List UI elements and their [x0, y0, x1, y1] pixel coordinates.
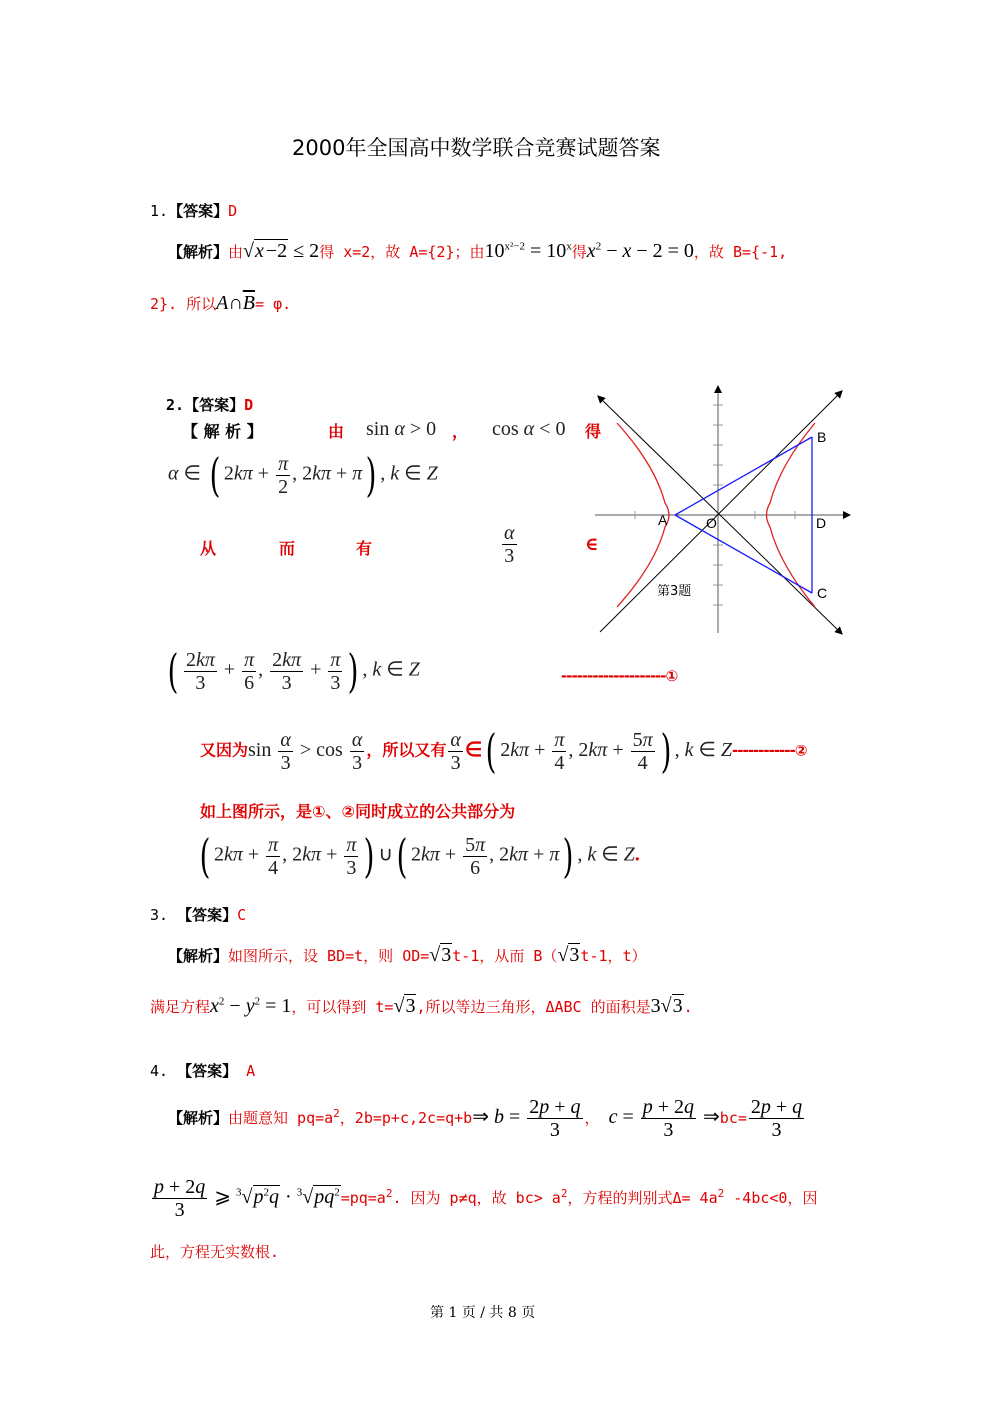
q4-analysis-line3: 此，方程无实数根.	[150, 1243, 280, 1261]
q1-answer-line	[150, 200, 237, 221]
q1-text-4: ，故 B={-1,	[693, 243, 788, 261]
label-A: A	[658, 512, 668, 528]
q4-number: 4.	[150, 1062, 169, 1080]
q4-text-5: =pq=a	[340, 1189, 386, 1208]
q1-analysis-line1	[168, 240, 787, 263]
q2-number: 2.	[166, 396, 185, 414]
side-AC	[675, 515, 812, 593]
q2-elem: ∈	[585, 534, 599, 555]
label-D: D	[816, 515, 827, 531]
label-C: C	[817, 585, 828, 601]
figure-hyperbola	[595, 385, 855, 635]
side-AB	[675, 437, 812, 515]
q4-text-1: 由题意知 pq=a	[228, 1109, 334, 1128]
q2-line3-b: ，所以又有	[366, 740, 447, 760]
q3-answer-line	[150, 904, 246, 925]
q2-formula-alpha3: $\frac{\alpha}{3}$	[504, 522, 515, 567]
q4-analysis-line2: $\frac{p + 2q}{3}$ ⩾ $^3√p^2q \cdot ^3√pq^2=pq=a^2$. 因为 p≠q，故 $bc> a^2$，方程的判别式$\Delta= 4a^2$ -4bc<0，因	[150, 1176, 817, 1221]
q4-formula-c: c = $\frac{p + 2q}{3}$ ⇒	[608, 1096, 720, 1141]
q2-analysis-label: 【 解 析 】	[182, 422, 263, 441]
q2-de: 得	[585, 422, 602, 441]
q3-sqrt3-a: √3	[429, 944, 452, 966]
q2-answer-label: 【答案】	[184, 396, 245, 414]
q3-analysis-label: 【解析】	[168, 947, 229, 965]
q3-text-6: ,所以等边三角形，ΔABC 的面积是	[416, 998, 651, 1016]
q1-text-3: 得	[571, 243, 587, 261]
q2-formula-range2: $\frac{\alpha}{3}$ ∈( 2kπ + $\frac{\pi}{4}$ , 2kπ + $\frac{5\pi}{4}$ ) , k ∈ Z	[450, 724, 733, 778]
q3-area: 3√3	[650, 995, 683, 1017]
q4-text-2: ，2b=p+c,2c=q+b	[339, 1109, 473, 1128]
q3-analysis-line2	[150, 995, 693, 1018]
q4-formula-bc: $\frac{2p + q}{3}$	[750, 1096, 803, 1141]
q2-formula-alpha3-range: ( $\frac{2k\pi}{3}$ + $\frac{\pi}{6}$ , $\frac{2k\pi}{3}$ + $\frac{\pi}{3}$ ) , k ∈ Z	[167, 644, 420, 698]
q1-formula-quad: $x^2 - x - 2 = 0$	[586, 240, 694, 262]
q1-formula-sqrt: √x −2 ≤ 2	[243, 240, 320, 262]
q2-circle2: ------------②	[732, 741, 807, 760]
q2-line4: 如上图所示，是①、②同时成立的公共部分为	[200, 802, 516, 821]
q3-text-5: ，可以得到 t=	[291, 998, 394, 1016]
q1-text-6: = φ.	[255, 295, 292, 313]
q2-answer-value: D	[244, 396, 254, 414]
q3-number: 3.	[150, 906, 169, 924]
q1-text-1: 由	[228, 243, 244, 261]
q4-text-7: ，方程的判别式Δ= 4a	[567, 1189, 718, 1208]
q2-formula-cos: cos α < 0	[492, 418, 566, 440]
q4-text-3: ，	[584, 1109, 600, 1128]
q3-answer-value: C	[237, 906, 247, 924]
q4-text-4: bc=	[719, 1109, 747, 1128]
q2-er: 而	[279, 539, 296, 558]
q3-sqrt3-c: √3	[393, 995, 416, 1017]
page-footer: 第 1 页 / 共 8 页	[430, 1305, 536, 1321]
q2-answer-line	[166, 394, 253, 415]
q2-formula-sin-cos: sin $\frac{\alpha}{3}$ > cos $\frac{\alpha}{3}$	[248, 728, 363, 774]
q1-answer-label: 【答案】	[168, 202, 229, 220]
q2-circle1: --------------------①	[561, 667, 678, 685]
q2-formula-alpha-range: α ∈ ( 2kπ + $\frac{\pi}{2}$ , 2kπ + π) , k ∈ Z	[168, 448, 438, 502]
q4-text-6: . 因为 p≠q，故 bc> a	[392, 1189, 561, 1208]
q2-end-dot: .	[634, 843, 640, 866]
q3-sqrt3-b: √3	[557, 944, 580, 966]
q4-analysis-line1: 【解析】由题意知 $pq=a^2$，2b=p+c,2c=q+b⇒ b = $\frac{2p + q}{3}$ ， c = $\frac{p + 2q}{3}$ ⇒bc= $\frac{2p + q}{3}$	[168, 1096, 806, 1141]
figure-caption: 第3题	[657, 584, 692, 599]
q1-formula-exp: $10^{x^2-2} = 10^x$	[484, 240, 572, 262]
q2-from: 从	[200, 539, 217, 558]
q1-text-5: 2}. 所以	[150, 295, 217, 313]
q3-text-3: t-1，t）	[580, 947, 647, 965]
q2-line3-a: 又因为	[200, 740, 249, 760]
q1-answer-value: D	[228, 202, 238, 220]
q3-formula-hyperbola: $x^2 - y^2 = 1$	[210, 995, 292, 1017]
q1-analysis-line2	[150, 292, 291, 315]
q3-text-1: 如图所示，设 BD=t，则 OD=	[228, 947, 430, 965]
q4-analysis-label: 【解析】	[168, 1109, 229, 1128]
q3-text-2: t-1，从而 B（	[452, 947, 558, 965]
q2-you: 由	[328, 422, 345, 441]
q2-comma: ，	[452, 422, 469, 441]
q2-formula-final: ( 2kπ + $\frac{\pi}{4}$ , 2kπ + $\frac{\pi}{3}$ ) ∪( 2kπ + $\frac{5\pi}{6}$ , 2kπ + π) , k ∈ Z.	[199, 829, 640, 883]
q2-has: 有	[356, 539, 373, 558]
q2-line3	[200, 724, 807, 778]
asymptote-1	[600, 393, 840, 632]
q3-analysis-line1	[168, 944, 647, 967]
q4-formula-ineq: $\frac{p + 2q}{3}$ ⩾ $^3√p^2q \cdot ^3√pq^2$	[154, 1176, 340, 1221]
q1-text-2: 得 x=2，故 A={2}；由	[319, 243, 485, 261]
q4-formula-b: ⇒ b = $\frac{2p + q}{3}$	[472, 1096, 581, 1141]
label-O: O	[706, 515, 717, 531]
q4-answer-value: A	[246, 1062, 256, 1080]
q3-text-7: .	[683, 998, 693, 1016]
q4-text-8: -4bc<0，因	[724, 1189, 818, 1208]
q1-formula-set: $A\cap\overline{B}$	[216, 292, 256, 314]
q1-number: 1.	[150, 202, 169, 220]
q2-formula-sin: sin α > 0	[366, 418, 437, 440]
q2-analysis-line1	[182, 419, 263, 442]
q3-text-4: 满足方程	[150, 998, 211, 1016]
q4-answer-label: 【答案】	[177, 1062, 238, 1080]
q1-analysis-label: 【解析】	[168, 243, 229, 261]
page-title: 2000年全国高中数学联合竞赛试题答案	[292, 136, 661, 160]
label-B: B	[817, 429, 827, 445]
q3-answer-label: 【答案】	[177, 906, 238, 924]
q4-answer-line	[150, 1060, 255, 1081]
